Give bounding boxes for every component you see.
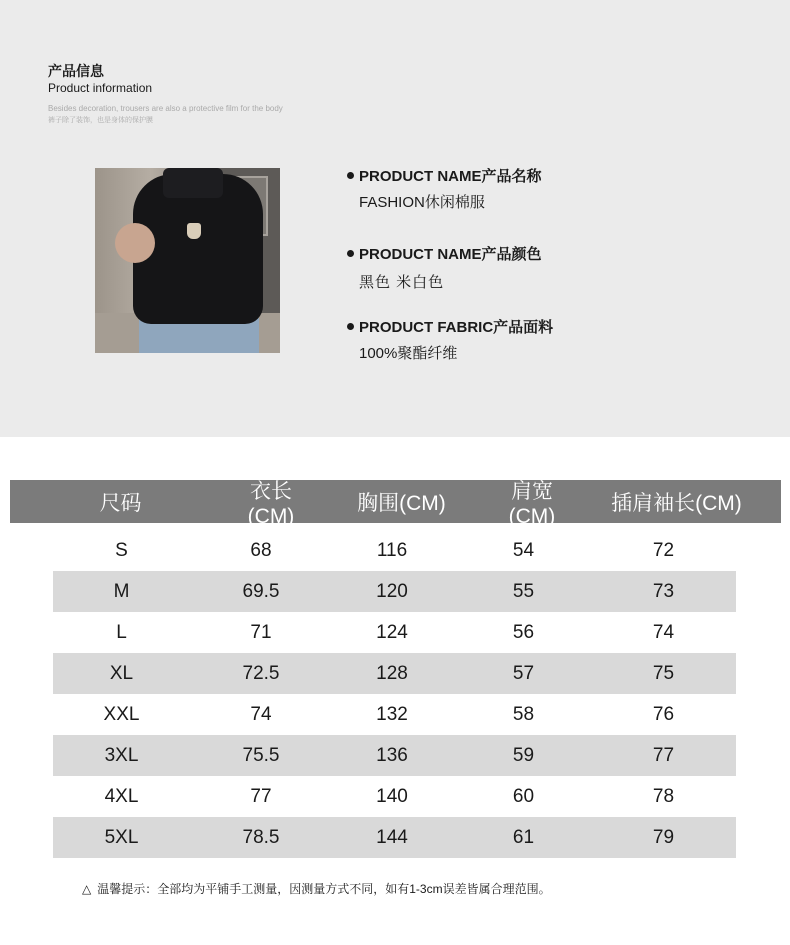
table-row — [53, 612, 736, 653]
cell-sleeve: 72 — [652, 539, 675, 561]
bullet-icon — [347, 250, 354, 257]
measurement-note — [82, 880, 551, 897]
cell-shoulder: 60 — [512, 785, 535, 807]
cell-sleeve: 78 — [652, 785, 675, 807]
photo-hand — [115, 223, 155, 263]
cell-length: 77 — [250, 785, 272, 807]
cell-size: L — [116, 621, 127, 643]
cell-chest: 132 — [376, 703, 408, 725]
cell-length: 71 — [250, 621, 272, 643]
product-photo — [95, 168, 280, 353]
size-table-body — [53, 530, 736, 858]
cell-sleeve: 79 — [652, 826, 675, 848]
spec-label: PRODUCT FABRIC产品面料 — [359, 319, 554, 336]
cell-size: 5XL — [104, 826, 139, 848]
info-title-en: Product information — [48, 81, 153, 95]
cell-sleeve: 76 — [652, 703, 675, 725]
cell-chest: 128 — [376, 662, 408, 684]
cell-length: 68 — [250, 539, 272, 561]
cell-sleeve: 73 — [652, 580, 675, 602]
cell-length: 72.5 — [242, 662, 280, 684]
spec-value: 100%聚酯纤维 — [359, 345, 458, 362]
size-table-header — [10, 479, 781, 528]
spec-product-name — [347, 165, 542, 212]
cell-shoulder: 57 — [512, 662, 535, 684]
info-subtitle-cn: 裤子除了装饰，也是身体的保护膜 — [48, 117, 153, 124]
header-length: 衣长(CM) — [247, 479, 295, 528]
table-row — [53, 817, 736, 858]
jacket-logo-icon — [187, 223, 201, 239]
cell-size: 3XL — [104, 744, 139, 766]
cell-shoulder: 59 — [512, 744, 535, 766]
spec-product-fabric — [347, 316, 553, 363]
cell-size: M — [113, 580, 130, 602]
cell-chest: 124 — [376, 621, 408, 643]
cell-chest: 144 — [376, 826, 408, 848]
bullet-icon — [347, 323, 354, 330]
cell-chest: 136 — [376, 744, 408, 766]
header-chest: 胸围(CM) — [357, 491, 446, 515]
info-subtitle-en: Besides decoration, trousers are also a protective film for the body — [48, 104, 283, 113]
cell-size: XL — [109, 662, 134, 684]
cell-shoulder: 54 — [512, 539, 535, 561]
photo-collar — [163, 168, 223, 198]
cell-chest: 140 — [376, 785, 408, 807]
cell-chest: 116 — [376, 539, 408, 561]
cell-chest: 120 — [376, 580, 408, 602]
cell-shoulder: 55 — [512, 580, 535, 602]
table-row — [53, 694, 736, 735]
cell-size: XXL — [103, 703, 140, 725]
cell-length: 75.5 — [242, 744, 280, 766]
spec-value: 黑色 米白色 — [359, 274, 445, 291]
info-title-cn: 产品信息 — [48, 63, 104, 79]
cell-sleeve: 75 — [652, 662, 675, 684]
cell-shoulder: 58 — [512, 703, 535, 725]
warning-triangle-icon: △ — [82, 882, 92, 896]
cell-size: S — [115, 539, 128, 561]
header-sleeve: 插肩袖长(CM) — [611, 491, 742, 515]
spec-product-color — [347, 243, 542, 292]
cell-shoulder: 56 — [512, 621, 535, 643]
cell-shoulder: 61 — [512, 826, 535, 848]
cell-length: 69.5 — [242, 580, 280, 602]
cell-length: 78.5 — [242, 826, 280, 848]
cell-sleeve: 74 — [652, 621, 675, 643]
table-row — [53, 653, 736, 694]
bullet-icon — [347, 172, 354, 179]
note-text: 温馨提示：全部均为平铺手工测量，因测量方式不同，如有1-3cm误差皆属合理范围。 — [97, 882, 551, 896]
spec-label: PRODUCT NAME产品颜色 — [359, 246, 542, 263]
table-row — [53, 530, 736, 571]
cell-length: 74 — [250, 703, 272, 725]
table-row — [53, 776, 736, 817]
spec-label: PRODUCT NAME产品名称 — [359, 168, 542, 185]
header-shoulder: 肩宽(CM) — [508, 479, 556, 528]
cell-size: 4XL — [104, 785, 139, 807]
table-row — [53, 735, 736, 776]
table-row — [53, 571, 736, 612]
header-size: 尺码 — [99, 491, 142, 515]
spec-value: FASHION休闲棉服 — [359, 194, 485, 211]
product-info-section — [0, 0, 790, 437]
cell-sleeve: 77 — [652, 744, 675, 766]
